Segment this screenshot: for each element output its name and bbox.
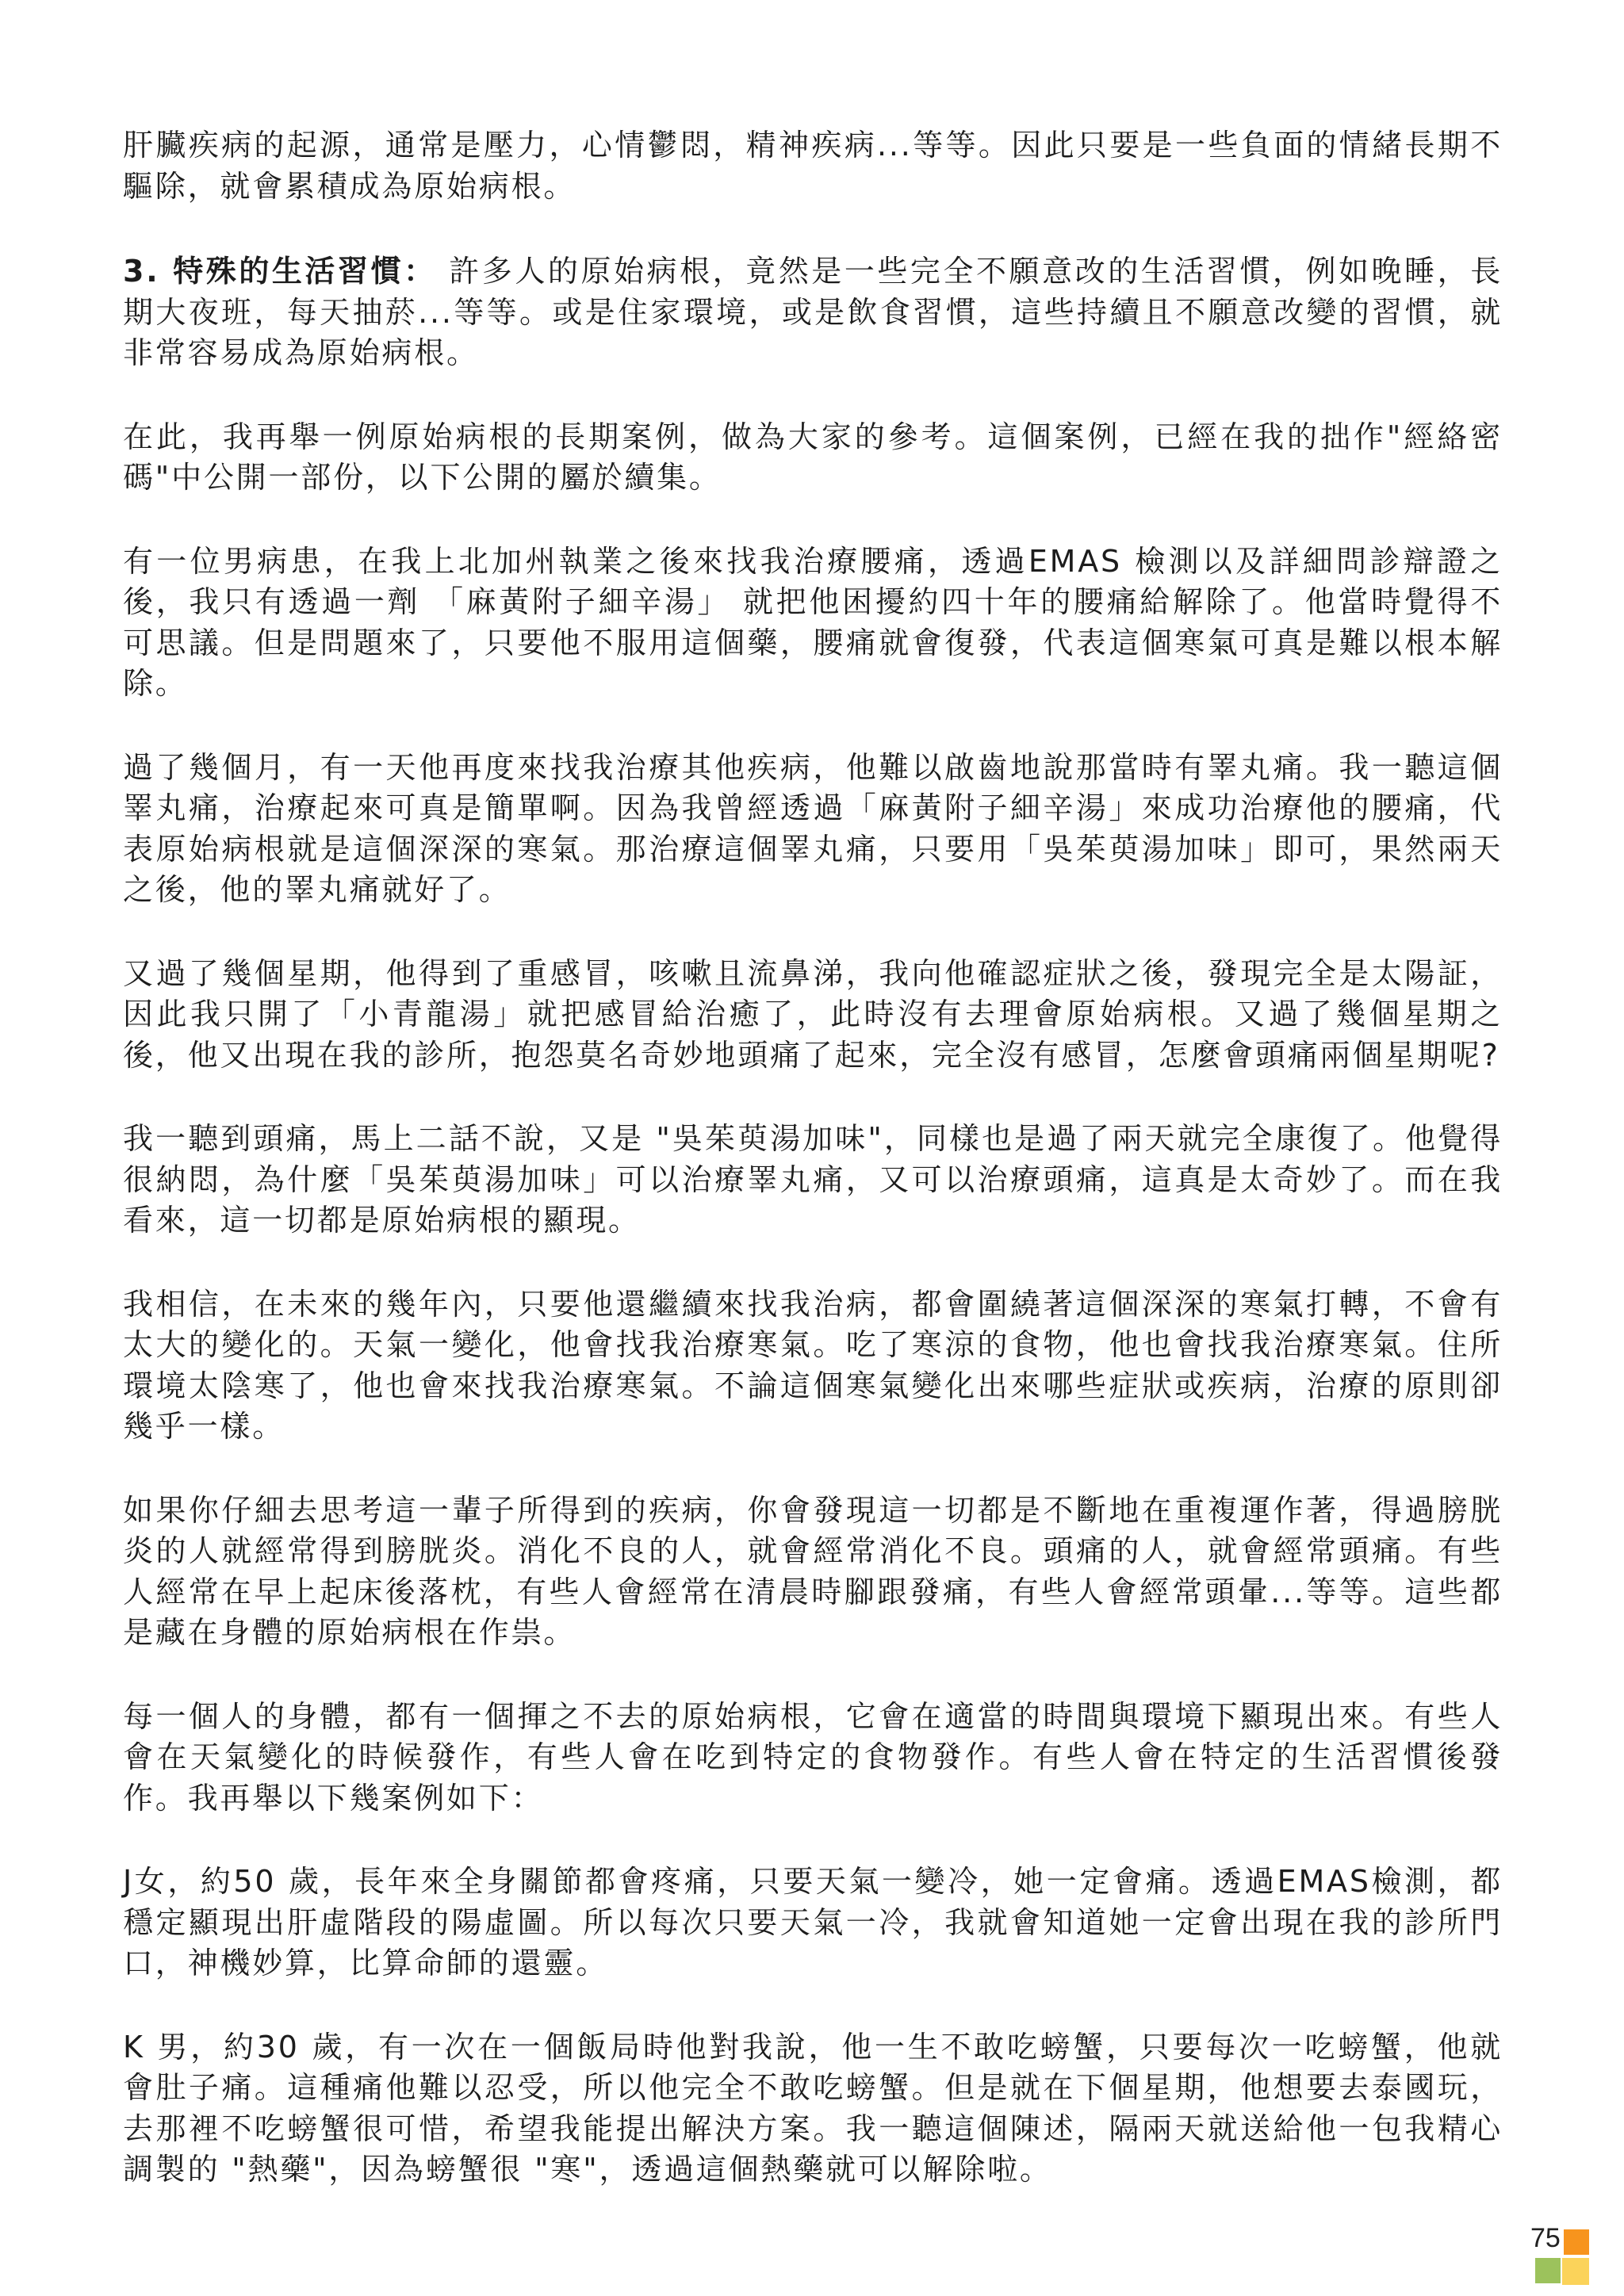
paragraph: 又過了幾個星期，他得到了重感冒，咳嗽且流鼻涕，我向他確認症狀之後，發現完全是太陽証，因此我只開了「小青龍湯」就把感冒給治癒了，此時沒有去理會原始病根。又過了幾個星期之後，他又出現在我的診所，抱怨莫名奇妙地頭痛了起來，完全沒有感冒，怎麼會頭痛兩個星期呢? — [123, 955, 1503, 1073]
paragraph: J女，約50 歲，長年來全身關節都會疼痛，只要天氣一變冷，她一定會痛。透過EMAS檢測，都穩定顯現出肝虛階段的陽虛圖。所以每次只要天氣一冷，我就會知道她一定會出現在我的診所門口，神機妙算，比算命師的還靈。 — [123, 1864, 1503, 1980]
paragraph: 如果你仔細去思考這一輩子所得到的疾病，你會發現這一切都是不斷地在重複運作著，得過膀胱炎的人就經常得到膀胱炎。消化不良的人，就會經常消化不良。頭痛的人，就會經常頭痛。有些人經常在早上起床後落枕，有些人會經常在清晨時腳跟發痛，有些人會經常頭暈...等等。這些都是藏在身體的原始病根在作祟。 — [123, 1492, 1503, 1650]
paragraph: K 男，約30 歲，有一次在一個飯局時他對我說，他一生不敢吃螃蟹，只要每次一吃螃蟹，他就會肚子痛。這種痛他難以忍受，所以他完全不敢吃螃蟹。但是就在下個星期，他想要去泰國玩，去那裡不吃螃蟹很可惜，希望我能提出解決方案。我一聽這個陳述，隔兩天就送給他一包我精心調製的 "熱藥"，因為螃蟹很 "寒"，透過這個熱藥就可以解除啦。 — [123, 2029, 1503, 2187]
section-heading: 3. 特殊的生活習慣： — [123, 254, 437, 289]
paragraph: 每一個人的身體，都有一個揮之不去的原始病根，它會在適當的時間與環境下顯現出來。有些人會在天氣變化的時候發作，有些人會在吃到特定的食物發作。有些人會在特定的生活習慣後發作。我再舉以下幾案例如下： — [123, 1698, 1503, 1816]
page-footer — [1530, 2223, 1594, 2286]
paragraph: 我一聽到頭痛，馬上二話不說，又是 "吳茱萸湯加味"，同樣也是過了兩天就完全康復了。他覺得很納悶，為什麼「吳茱萸湯加味」可以治療睪丸痛，又可以治療頭痛，這真是太奇妙了。而在我看來，這一切都是原始病根的顯現。 — [123, 1121, 1503, 1238]
paragraph: 過了幾個月，有一天他再度來找我治療其他疾病，他難以啟齒地說那當時有睪丸痛。我一聽這個睪丸痛，治療起來可真是簡單啊。因為我曾經透過「麻黃附子細辛湯」來成功治療他的腰痛，代表原始病根就是這個深深的寒氣。那治療這個睪丸痛，只要用「吳茱萸湯加味」即可，果然兩天之後，他的睪丸痛就好了。 — [123, 749, 1503, 907]
green-square-decoration — [1535, 2258, 1561, 2283]
paragraph: 在此，我再舉一例原始病根的長期案例，做為大家的參考。這個案例，已經在我的拙作"經絡密碼"中公開一部份，以下公開的屬於續集。 — [123, 419, 1503, 495]
paragraph: 我相信，在未來的幾年內，只要他還繼續來找我治病，都會圍繞著這個深深的寒氣打轉，不會有太大的變化的。天氣一變化，他會找我治療寒氣。吃了寒涼的食物，他也會找我治療寒氣。住所環境太陰寒了，他也會來找我治療寒氣。不論這個寒氣變化出來哪些症狀或疾病，治療的原則卻幾乎一樣。 — [123, 1286, 1503, 1444]
yellow-square-decoration — [1562, 2258, 1589, 2285]
paragraph: 肝臟疾病的起源，通常是壓力，心情鬱悶，精神疾病...等等。因此只要是一些負面的情緒長期不驅除，就會累積成為原始病根。 — [123, 128, 1503, 204]
section-paragraph — [123, 251, 1503, 374]
page-body — [123, 125, 1503, 2233]
orange-square-decoration — [1564, 2229, 1589, 2255]
page-number: 75 — [1530, 2223, 1561, 2253]
paragraph: 有一位男病患，在我上北加州執業之後來找我治療腰痛，透過EMAS 檢測以及詳細問診辯證之後，我只有透過一劑 「麻黃附子細辛湯」 就把他困擾約四十年的腰痛給解除了。他當時覺得不可思議。但是問題來了，只要他不服用這個藥，腰痛就會復發，代表這個寒氣可真是難以根本解除。 — [123, 543, 1503, 701]
section-text: 許多人的原始病根，竟然是一些完全不願意改的生活習慣，例如晚睡，長期大夜班，每天抽菸...等等。或是住家環境，或是飲食習慣，這些持續且不願意改變的習慣，就非常容易成為原始病根。 — [123, 254, 1503, 370]
